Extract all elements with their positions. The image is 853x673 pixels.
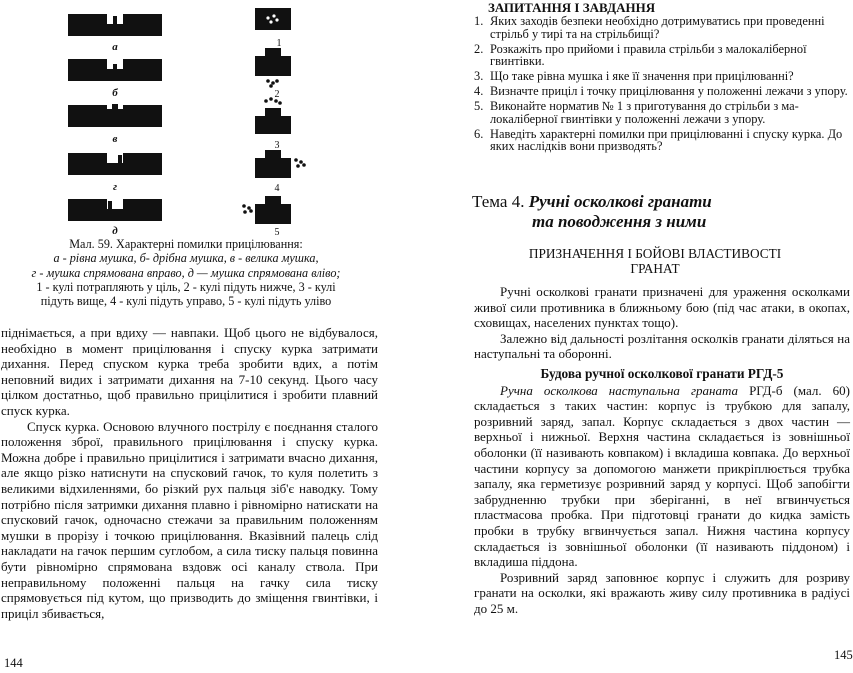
figure-label: б [112, 87, 118, 99]
paragraph: Спуск курка. Основою влучного пострілу є поєднання сталого положення зброї, правильного прицілювання і спуску курка. Можна добре і правильно прицілитися і затримати вчасно дихання, але якщо різко натиснути на спусковий гачок, то куля полетить з великими відхиленнями, бо різкий рух пальця зіб'є наводку. Тому потрібно після затримки дихання плавно і рівномірно натискати на спусковий гачок, одночасно стежачи за правильним положенням мушки в прорізу і точкою прицілювання. Вказівний палець слід накладати на гачок першим суглобом, а сила тиску пальця повинна бути рівномірно спрямована вздовж осі каналу ствола. При неправильному положенні пальця на гачку сила тиску спрямовується під кутом, що призводить до зміщення гвинтівки, і приціл збивається, [1, 418, 378, 621]
paragraph: Ручна осколкова наступальна граната РГД-б (мал. 60) складається з таких частин: корпус із трубкою для запалу, розривний заряд, запал. Корпус складається з двох частин — верхньої і нижньої. Верхня частина складається із зовнішньої оболонки (її називають ковпаком) і вкладиша ковпака. До верхньої частини корпусу за допомогою манжети прикріплюється трубка запалу, яка герметизує розривний заряд у корпусі. Щоб запобігти забрудненню трубки при зберіганні, в неї вгвинчується пластмасова пробка. При підготовці гранати до кидка замість пробки в трубку вгвинчується запал. Нижня частина корпусу складається із зовнішньої оболонки (її називають піддоном) і вкладиша піддона. [474, 382, 850, 570]
topic-title: та поводження з ними [532, 212, 707, 231]
figure-number: 1 [276, 38, 282, 49]
figure-label: д [112, 225, 118, 235]
list-item: 2. Розкажіть про прийоми і правила стрільби з малокаліберної гвинтівки. [474, 41, 807, 69]
caption-line: 1 - кулі потрапляють у ціль, 2 - кулі підуть нижче, 3 - кулі [36, 279, 336, 294]
figure-label: в [112, 133, 118, 145]
figure-number: 5 [274, 227, 280, 235]
target-5 [242, 196, 291, 224]
sight-left [68, 199, 162, 221]
sight-coarse [68, 104, 162, 127]
list-item: 3. Що таке рівна мушка і яке її значення при прицілюванні? [474, 69, 794, 84]
right-body-text [474, 284, 850, 616]
target-2 [255, 48, 291, 88]
questions-title: ЗАПИТАННЯ І ЗАВДАННЯ [488, 0, 656, 15]
figure-number: 3 [274, 140, 280, 151]
caption-line: а - рівна мушка, б- дрібна мушка, в - велика мушка, [53, 251, 319, 266]
topic-title: Ручні осколкові гранати [528, 192, 712, 211]
figure-label: г [112, 181, 118, 193]
sight-fine [68, 59, 162, 81]
list-item: 5. Виконайте норматив № 1 з приготування до стрільби з малокаліберної гвинтівки у положенні лежачи з упору. [474, 99, 799, 126]
list-item: 4. Визначте приціл і точку прицілювання у положенні лежачи з упору. [474, 84, 848, 99]
target-3 [255, 97, 291, 134]
section-title: ПРИЗНАЧЕННЯ І БОЙОВІ ВЛАСТИВОСТІ ГРАНАТ [528, 246, 782, 276]
page-number: 145 [834, 648, 853, 662]
right-page [430, 0, 853, 673]
aiming-errors-figure [55, 0, 345, 235]
paragraph: Ручні осколкові гранати призначені для ураження осколками живої сили противника в ближньому бою (під час атаки, в окопах, сховищах, населених пунктах тощо). [474, 284, 850, 331]
figure-caption [0, 237, 372, 308]
paragraph: піднімається, а при вдиху — навпаки. Щоб цього не відбувалося, необхідно в момент прицілювання і спуску курка затримати дихання. Перед спуском курка треба зробити вдих, а потім неповний видих і затримати дихання на 7-10 секунд. Цього часу цілком достатньо, щоб правильно прицілитися і зробити плавний спуск курка. [1, 325, 378, 418]
topic-heading [472, 192, 712, 232]
questions-list [474, 15, 849, 155]
figure-number: 2 [274, 89, 280, 100]
target-4 [255, 150, 306, 178]
caption-line: підуть вище, 4 - кулі підуть управо, 5 - кулі підуть уліво [40, 294, 332, 309]
figure-label: а [112, 41, 118, 53]
figure-number: 4 [274, 183, 280, 194]
subsection-title: Будова ручної осколкової гранати РГД-5 [540, 365, 784, 381]
sight-right [68, 153, 162, 175]
list-item: 6. Наведіть характерні помилки при прицілюванні і спуску курка. До яких наслідків вони призводять? [474, 126, 843, 154]
left-body-text [1, 325, 378, 621]
target-1 [255, 8, 291, 30]
topic-prefix: Тема 4. [472, 192, 525, 211]
sight-level [68, 14, 162, 36]
caption-line: г - мушка спрямована вправо, д — мушка спрямована вліво; [31, 265, 341, 280]
caption-line: Мал. 59. Характерні помилки прицілювання: [69, 237, 303, 251]
paragraph: Залежно від дальності розлітання осколків гранати діляться на наступальні та оборонні. [474, 330, 850, 362]
page-number: 144 [4, 656, 23, 670]
list-item: 1. Яких заходів безпеки необхідно дотримуватись при проведенні стрільб у тирі та на стрільбищі? [474, 14, 825, 41]
paragraph: Розривний заряд заповнює корпус і служить для розриву гранати на осколки, які вражають живу силу противника в радіусі до 25 м. [474, 569, 850, 616]
